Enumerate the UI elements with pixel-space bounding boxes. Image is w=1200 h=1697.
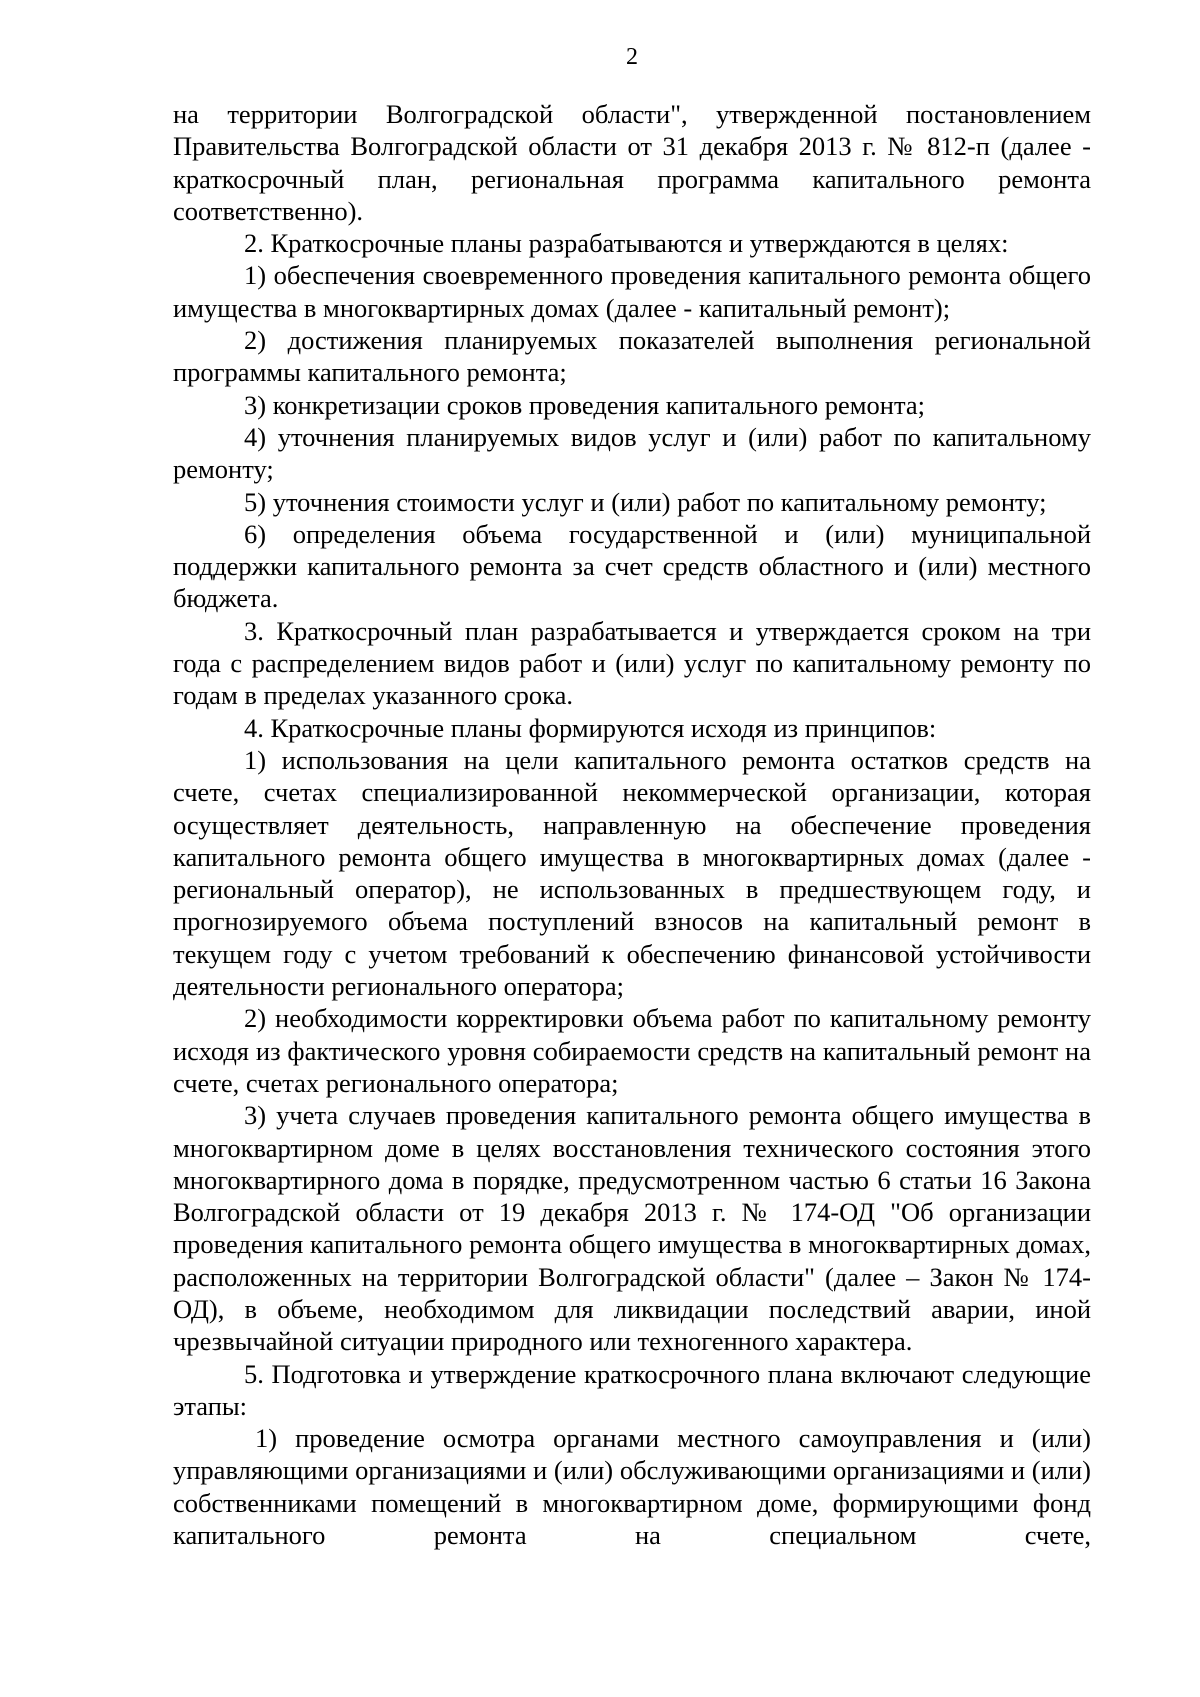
paragraph-item-5: 5. Подготовка и утверждение краткосрочного плана включают следующие этапы:	[173, 1358, 1091, 1421]
list-item: 1) использования на цели капитального ремонта остатков средств на счете, счетах специализированной некоммерческой организации, которая осуществляет деятельность, направленную на обеспечение проведения капитального ремонта общего имущества в многоквартирных домах (далее - региональный оператор), не использованных в предшествующем году, и прогнозируемого объема поступлений взносов на капитальный ремонт в текущем году с учетом требований к обеспечению финансовой устойчивости деятельности регионального оператора;	[173, 744, 1091, 1002]
paragraph-item-4: 4. Краткосрочные планы формируются исходя из принципов:	[244, 712, 937, 743]
list-item: 3) конкретизации сроков проведения капитального ремонта;	[244, 389, 925, 420]
list-item: 2) достижения планируемых показателей выполнения региональной программы капитального ремонта;	[173, 325, 1091, 388]
paragraph-continuation: на территории Волгоградской области", утвержденной постановлением Правительства Волгоградской области от 31 декабря 2013 г. № 812-п (далее - краткосрочный план, региональная программа капитального ремонта соответственно).	[173, 99, 1091, 226]
list-item: 1) обеспечения своевременного проведения капитального ремонта общего имущества в многоквартирных домах (далее - капитальный ремонт);	[173, 260, 1091, 323]
list-item: 4) уточнения планируемых видов услуг и (или) работ по капитальному ремонту;	[173, 421, 1091, 485]
list-item: 5) уточнения стоимости услуг и (или) работ по капитальному ремонту;	[244, 486, 1047, 517]
paragraph-item-3: 3. Краткосрочный план разрабатывается и утверждается сроком на три года с распределением видов работ и (или) услуг по капитальному ремонту по годам в пределах указанного срока.	[173, 615, 1091, 711]
list-item: 6) определения объема государственной и (или) муниципальной поддержки капитального ремонта за счет средств областного и (или) местного бюджета.	[173, 518, 1091, 614]
page-number: 2	[626, 44, 638, 70]
list-item: 1) проведение осмотра органами местного самоуправления и (или) управляющими организациями и (или) обслуживающими организациями и (или) собственниками помещений в многоквартирном доме, формирующими фонд капитального ремонта на специальном счете,	[173, 1423, 1091, 1551]
document-body	[173, 98, 1091, 1551]
paragraph-item-2: 2. Краткосрочные планы разрабатываются и утверждаются в целях:	[244, 228, 1009, 259]
list-item: 2) необходимости корректировки объема работ по капитальному ремонту исходя из фактического уровня собираемости средств на капитальный ремонт на счете, счетах регионального оператора;	[173, 1003, 1091, 1098]
list-item: 3) учета случаев проведения капитального ремонта общего имущества в многоквартирном доме в целях восстановления технического состояния этого многоквартирного дома в порядке, предусмотренном частью 6 статьи 16 Закона Волгоградской области от 19 декабря 2013 г. № 174-ОД "Об организации проведения капитального ремонта общего имущества в многоквартирных домах, расположенных на территории Волгоградской области" (далее – Закон № 174-ОД), в объеме, необходимом для ликвидации последствий аварии, иной чрезвычайной ситуации природного или техногенного характера.	[173, 1100, 1091, 1357]
